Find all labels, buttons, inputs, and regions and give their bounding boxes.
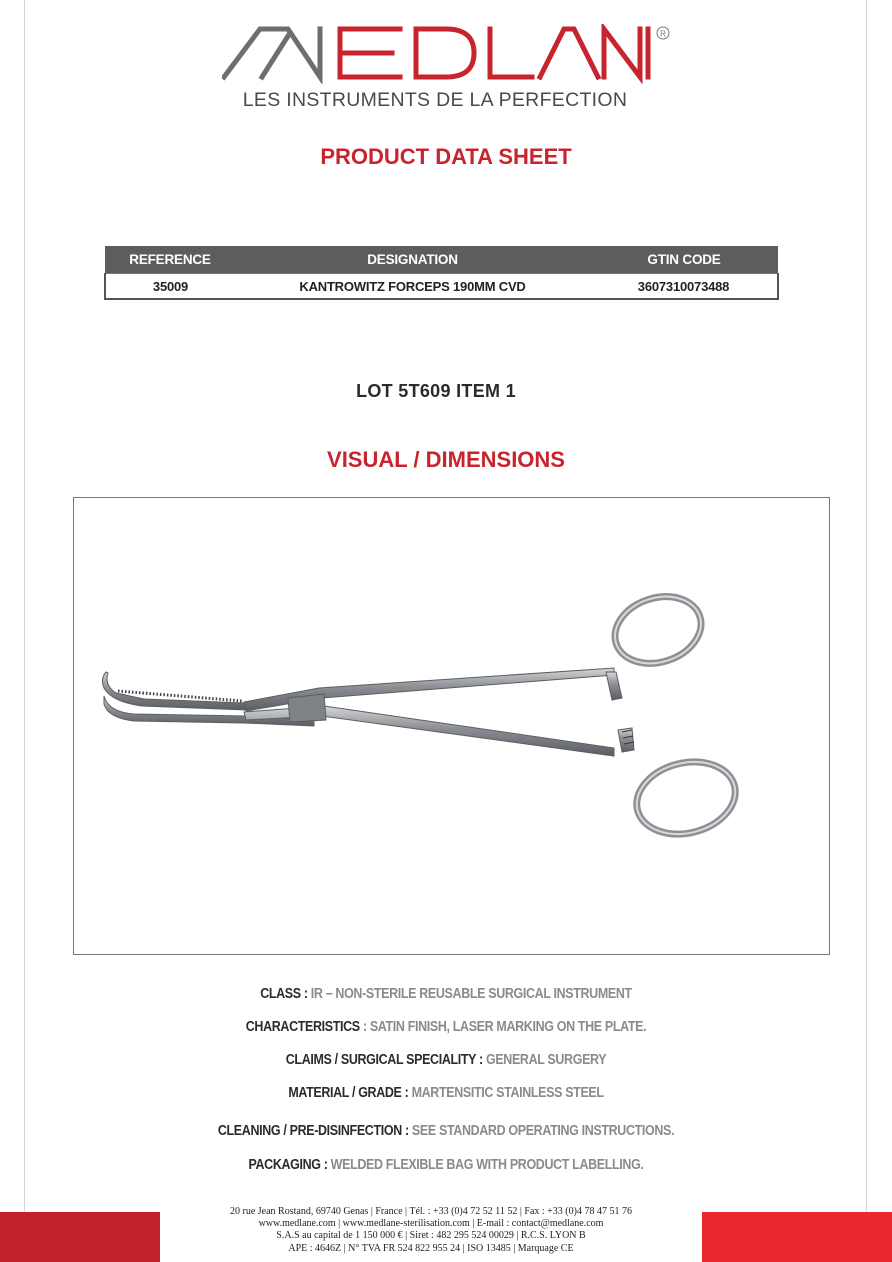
spec-claims-value: GENERAL SURGERY <box>482 1052 607 1068</box>
column-header-gtin: GTIN CODE <box>590 246 778 274</box>
footer-web-line: www.medlane.com | www.medlane-sterilisation.com | E-mail : contact@medlane.com <box>258 1218 604 1230</box>
spec-claims <box>62 1052 829 1068</box>
spec-characteristics-label: CHARACTERISTICS <box>245 1019 360 1035</box>
footer-company-info <box>170 1206 692 1255</box>
reference-table <box>104 246 779 300</box>
registered-mark: R <box>660 29 666 39</box>
page-border-left <box>24 0 25 1212</box>
spec-material-label: MATERIAL / GRADE : <box>288 1085 409 1101</box>
column-header-reference: REFERENCE <box>105 246 235 274</box>
spec-characteristics <box>62 1019 829 1035</box>
spec-class-label: CLASS : <box>260 986 308 1002</box>
footer-registration-line: APE : 4646Z | N° TVA FR 524 822 955 24 | ISO 13485 | Marquage CE <box>288 1242 574 1254</box>
page-title: PRODUCT DATA SHEET <box>320 144 572 169</box>
spec-claims-label: CLAIMS / SURGICAL SPECIALITY : <box>285 1052 483 1068</box>
spec-cleaning <box>62 1123 829 1139</box>
spec-packaging-value: WELDED FLEXIBLE BAG WITH PRODUCT LABELLING. <box>327 1157 644 1173</box>
spec-material-value: MARTENSITIC STAINLESS STEEL <box>408 1085 604 1101</box>
table-row <box>105 274 778 300</box>
column-header-designation: DESIGNATION <box>235 246 590 274</box>
forceps-image <box>74 498 831 956</box>
spec-characteristics-value: : SATIN FINISH, LASER MARKING ON THE PLATE. <box>359 1019 647 1035</box>
section-title-visual: VISUAL / DIMENSIONS <box>327 447 565 472</box>
reference-cell: 35009 <box>105 274 235 300</box>
spec-cleaning-value: SEE STANDARD OPERATING INSTRUCTIONS. <box>408 1123 675 1139</box>
spec-packaging <box>62 1157 829 1173</box>
footer-address-line: 20 rue Jean Rostand, 69740 Genas | France | Tél. : +33 (0)4 72 52 11 52 | Fax : +33 (0)4 78 47 51 76 <box>230 1206 632 1217</box>
spec-packaging-label: PACKAGING : <box>248 1157 328 1173</box>
lot-number: LOT 5T609 ITEM 1 <box>356 381 516 401</box>
spec-material <box>62 1085 829 1101</box>
spec-class <box>62 986 829 1002</box>
page-border-right <box>866 0 867 1212</box>
footer-capital-line: S.A.S au capital de 1 150 000 € | Siret : 482 295 524 00029 | R.C.S. LYON B <box>276 1230 586 1242</box>
product-image-frame <box>73 497 830 955</box>
footer-accent-right <box>702 1212 892 1262</box>
gtin-cell: 3607310073488 <box>590 274 778 300</box>
medlane-logo <box>222 24 677 84</box>
spec-class-value: IR – NON-STERILE REUSABLE SURGICAL INSTRUMENT <box>307 986 632 1002</box>
footer-accent-left <box>0 1212 160 1262</box>
brand-tagline: LES INSTRUMENTS DE LA PERFECTION <box>242 89 628 111</box>
spec-cleaning-label: CLEANING / PRE-DISINFECTION : <box>217 1123 409 1139</box>
designation-cell: KANTROWITZ FORCEPS 190MM CVD <box>235 274 590 300</box>
table-header-row <box>105 246 778 274</box>
